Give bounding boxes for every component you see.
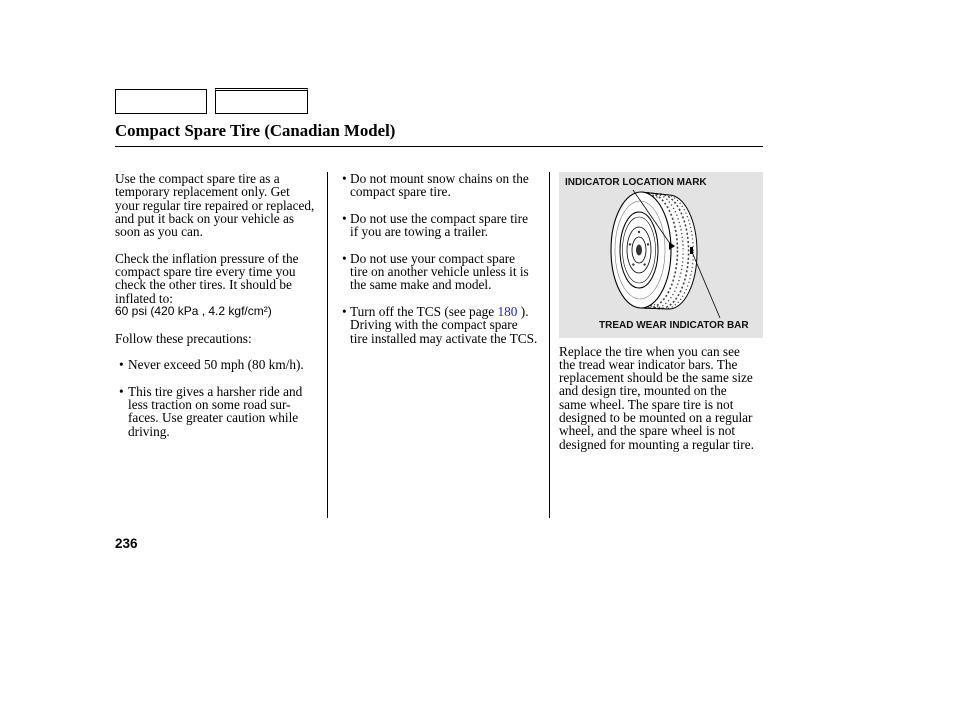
inflation-paragraph bbox=[115, 252, 323, 318]
tire-diagram bbox=[559, 172, 763, 338]
text-segment: ). bbox=[517, 303, 529, 319]
precaution-item bbox=[338, 305, 546, 345]
text-line: This tire gives a harsher ride and bbox=[128, 383, 303, 399]
middle-column bbox=[338, 172, 546, 358]
page-number: 236 bbox=[115, 536, 138, 551]
precautions-heading bbox=[115, 332, 323, 345]
text-line: Check the inflation pressure of the bbox=[115, 250, 299, 266]
precaution-item bbox=[115, 385, 323, 438]
tread-wear-bar-leader-line bbox=[692, 252, 720, 318]
lug-nut bbox=[638, 231, 640, 233]
precaution-item bbox=[338, 172, 546, 199]
text-line: Do not use the compact spare tire bbox=[350, 210, 528, 226]
page-title: Compact Spare Tire (Canadian Model) bbox=[115, 121, 396, 140]
text-line: and put it back on your vehicle as bbox=[115, 210, 295, 226]
tire-illustration bbox=[559, 172, 763, 338]
text-line: tire on another vehicle unless it is bbox=[350, 264, 529, 280]
indicator-location-mark-label: INDICATOR LOCATION MARK bbox=[565, 177, 707, 188]
precaution-item bbox=[338, 212, 546, 239]
text-line: wheel, and the spare wheel is not bbox=[559, 423, 736, 439]
text-line: faces. Use greater caution while bbox=[128, 410, 299, 426]
nav-button-1[interactable] bbox=[115, 89, 207, 114]
text-line: Do not mount snow chains on the bbox=[350, 171, 529, 186]
text-line: same wheel. The spare tire is not bbox=[559, 396, 734, 412]
text-segment: Turn off the TCS (see page bbox=[350, 303, 498, 319]
lug-nut bbox=[632, 263, 634, 265]
bullet-glyph: • bbox=[342, 210, 347, 226]
text-line: Driving with the compact spare bbox=[350, 317, 518, 333]
text-line: less traction on some road sur- bbox=[128, 397, 291, 413]
text-line: Follow these precautions: bbox=[115, 330, 252, 346]
column-divider bbox=[327, 172, 328, 518]
text-line: designed for mounting a regular tire. bbox=[559, 436, 754, 452]
text-line: check the other tires. It should be bbox=[115, 277, 292, 293]
wheel-center-cap bbox=[636, 245, 642, 256]
text-line: the tread wear indicator bars. The bbox=[559, 356, 738, 372]
text-line: the same make and model. bbox=[350, 277, 492, 293]
bullet-glyph: • bbox=[342, 171, 347, 186]
text-line: designed to be mounted on a regular bbox=[559, 409, 753, 425]
text-line bbox=[350, 305, 546, 318]
title-divider bbox=[115, 146, 763, 147]
text-line: replacement should be the same size bbox=[559, 370, 753, 386]
bullet-glyph: • bbox=[342, 250, 347, 266]
text-line: compact spare tire every time you bbox=[115, 264, 296, 280]
text-line: inflated to: bbox=[115, 290, 173, 306]
text-line: if you are towing a trailer. bbox=[350, 224, 489, 240]
left-column bbox=[115, 172, 323, 451]
bullet-glyph: • bbox=[119, 357, 124, 373]
text-line: tire installed may activate the TCS. bbox=[350, 330, 538, 346]
text-line: Replace the tire when you can see bbox=[559, 343, 740, 359]
text-line: temporary replacement only. Get bbox=[115, 184, 290, 200]
lug-nut bbox=[647, 243, 649, 245]
precaution-item bbox=[115, 358, 323, 371]
lug-nut bbox=[629, 243, 631, 245]
text-line: and design tire, mounted on the bbox=[559, 383, 727, 399]
lug-nut bbox=[643, 263, 645, 265]
tread-wear-indicator-bar-label: TREAD WEAR INDICATOR BAR bbox=[599, 320, 749, 331]
text-line: Do not use your compact spare bbox=[350, 250, 516, 266]
inflation-pressure-value: 60 psi (420 kPa , 4.2 kgf/cm²) bbox=[115, 303, 272, 318]
text-line: driving. bbox=[128, 423, 170, 439]
column-divider bbox=[549, 172, 550, 518]
bullet-glyph: • bbox=[342, 303, 347, 319]
bullet-glyph: • bbox=[119, 383, 124, 399]
text-line: Use the compact spare tire as a bbox=[115, 171, 280, 186]
nav-button-2[interactable] bbox=[215, 88, 308, 114]
text-line: soon as you can. bbox=[115, 224, 203, 240]
text-line: Never exceed 50 mph (80 km/h). bbox=[128, 357, 304, 373]
text-line: compact spare tire. bbox=[350, 184, 451, 200]
text-line: your regular tire repaired or replaced, bbox=[115, 197, 315, 213]
right-column-text bbox=[559, 345, 763, 451]
precaution-item bbox=[338, 252, 546, 292]
intro-paragraph bbox=[115, 172, 323, 238]
page-reference-link[interactable]: 180 bbox=[497, 303, 518, 319]
